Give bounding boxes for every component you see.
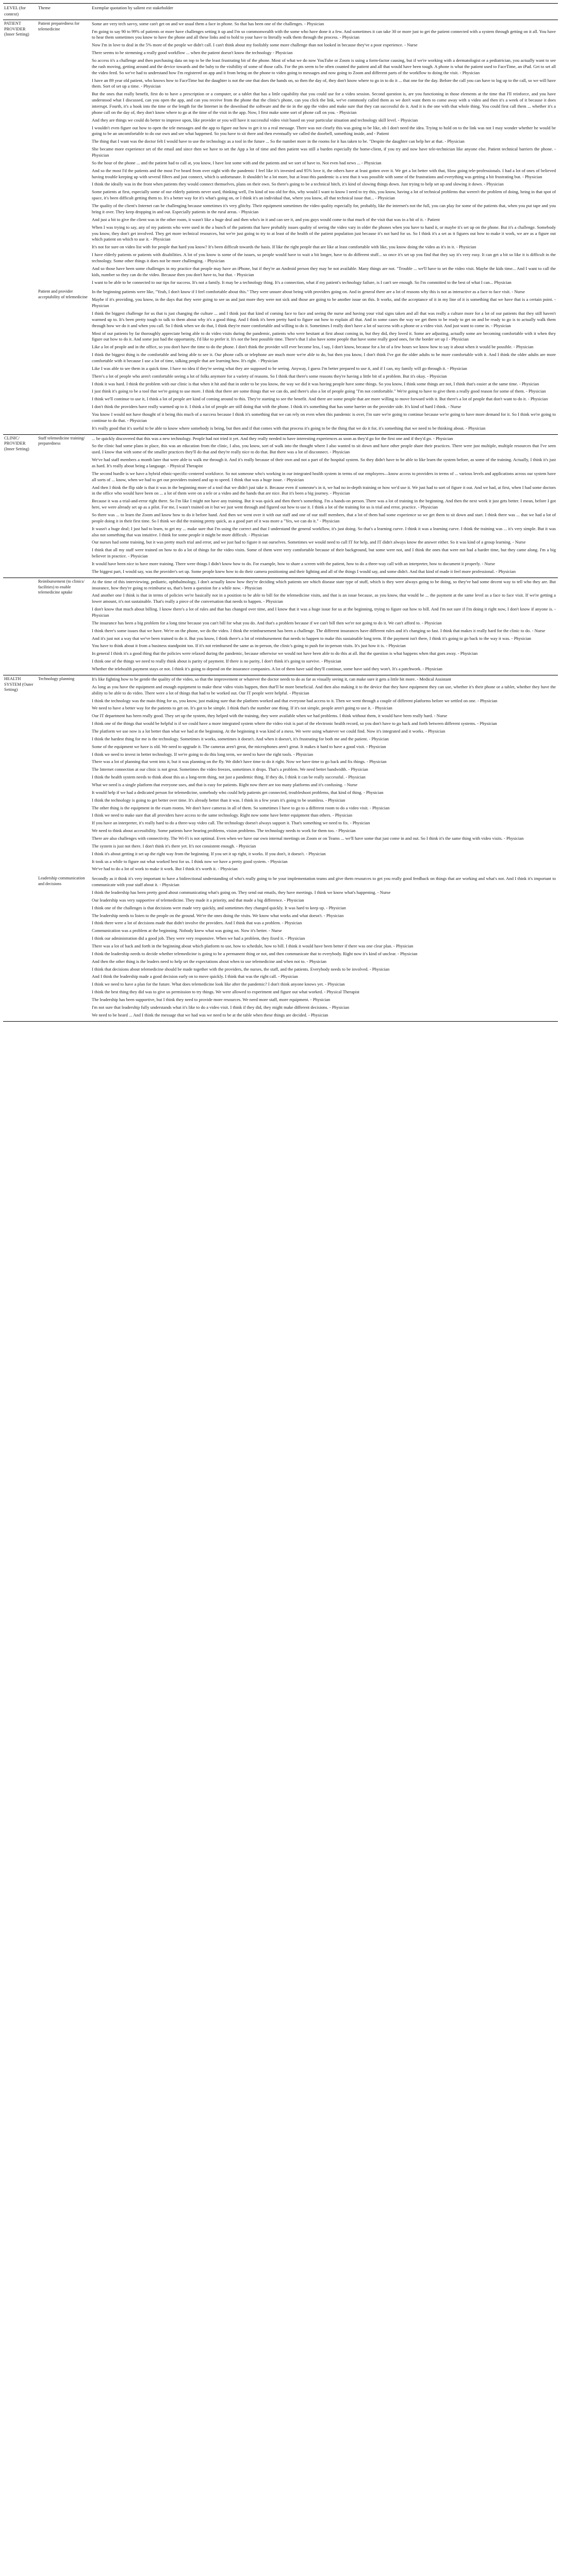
quote-text: The leadership needs to listen to the people on the ground. We're the ones doing the visits. We know what works and what doesn't. - Physician xyxy=(92,912,344,918)
level-cell xyxy=(3,288,37,434)
quote-text: I think our administration did a good job. They were very responsive. When we had a problem, they fixed it. - Physician xyxy=(92,936,305,941)
quote-cell xyxy=(91,578,558,675)
page xyxy=(0,0,561,1022)
quote-text: And it's just not a way that we've been trained to do it. But you know, I think there's a lot of reimbursement that needs to happen to make this sustainable long term. If the payment isn't there, I think it's going to go back to the way it was. - Physician xyxy=(92,635,532,641)
table-body xyxy=(3,20,558,1021)
quote-text: It's not for sure on video list with for people that hard you know? It's been difficult towards the basis. If like the right people that are like at least comfortable with like, you know doing the video as it's in it. - Physician xyxy=(92,244,476,250)
quote-text: I think we need to have a plan for the future. What does telemedicine look like after the pandemic? I don't think anyone knows yet. - Physician xyxy=(92,981,345,987)
theme-cell: Patient preparedness for telemedicine xyxy=(37,20,91,288)
theme-cell: Patient and provider acceptability of telemedicine xyxy=(38,289,88,300)
quote-text: The leadership has been supportive, but I think they need to provide more resources. We need more staff, more equipment. - Physician xyxy=(92,997,331,1003)
table-header xyxy=(3,4,558,20)
quote-text: And so the most I'd the patients and the most I've heard from over night with the pandemic I feel like it's invested and 95% love it, the others have at least gotten over it. We get a lot better with that, Slow going tele-professionals. I had a lot of ones of believed having trouble keeping up with several filters and just connect, which is unfortunate. It shouldn't be a lot more, but at least this pandemic is a test that it was possible with some of the frustrations and everything was getting a bit frustrating but. - Physician xyxy=(92,167,556,179)
quote-text: Whether the telehealth payment stays or not. I think it's going to depend on the insurance companies. A lot of them have said they'll continue, some have said they won't. It's a patchwork. - Physician xyxy=(92,666,442,672)
quote-text: I'm not sure that leadership fully understands what it's like to do a video visit. I think if they did, they might make different decisions. - Physician xyxy=(92,1004,350,1010)
quote-text: I don't think the providers have really warmed up to it. I think a lot of people are still doing that with the phone. I think it's something that has some barrier on the provider side. It's kind of hard I think. - Nurse xyxy=(92,404,461,410)
quote-text: The quality of the client's Internet can be challenging because sometimes it's very glitchy. Their equipment sometimes the video quality especially for, probably, like the internet's not the full, you can play for some of the patients that, when you put tape and you bring it over. They keep dropping in and out. Especially patients in the rural areas. - Physician xyxy=(92,203,556,214)
quote-text: There are also challenges with connectivity. The Wi-Fi is not optimal. Even when we have our own internal meetings on Zoom or on Teams ... we'll have some that just come in and out. So I think it's the same thing with video visits. - Physician xyxy=(92,835,524,841)
quote-text: It took us a while to figure out what worked best for us. I think now we have a pretty good system. - Physician xyxy=(92,858,288,864)
quote-text: But the ones that really benefit, first do to have a prescription or a computer, or a tablet that has a little capability that you could use for a video session. Second question is, are you functioning in those elements at the time that I'll reinforce, and you have understood what I discussed, can you open the app, and can you receive from the phone that the clinic's phone, can you click the link, we've commonly called them as we don't want them to come away with a video and then it's a week of it because it does interrupt. Fourth, it's a hook into the time or the length for the Internet in the download the software and the tie in the app the video and make sure that they can successful do it. And it is the one with that whole thing. You could first call them ... whether it's a phone call on the day of, they don't know where to go at the time of the visit in the app. Now, I first make some sort of phone call on you. - Physician xyxy=(92,91,556,115)
quote-text: It wasn't a huge deal; I just had to learn, to get my ... make sure that I'm using the correct and that I understand the general workflow, it's just doing. So that's a learning curve. I think it was a learning curve. I think the training was ... it's very simple. But it was also not something that was intuitive. I think for some people it might be more difficult. - Physician xyxy=(92,526,556,537)
quote-text: I think the ideally was in the front when patients they would connect themselves, plans on their own. So there's going to be a technical hitch, it's kind of slowing things down. Just trying to help set up and slowing it down. - Physician xyxy=(92,181,504,187)
quote-text: Our leadership was very supportive of telemedicine. They made it a priority, and that made a big difference. - Physician xyxy=(92,897,304,903)
quote-text: When I was trying to say, any of my patients who were used in the a bunch of the patients that have probably issues quality of seeing the video vary in older the phones when you have to hand it, or maybe it's set up on the phone. But it's a challenge. Somebody you know, they don't get involved. They get more technical resources, but we're just going to try to at least of the health of the patient population just because it's not hard for us. So I think it's a set as it figures out how to make it work, we are as a figure out which patient on which to use it. - Physician xyxy=(92,224,556,242)
quote-text: I just think it's going to be a tool that we're going to use more. I think that there are some things that we can do, and there's also a lot of people going "I'm not comfortable." We're going to have to give them a really good reason for some of them. - Physician xyxy=(92,388,546,394)
quote-text: And I think the leadership made a good decision early on to move quickly. I think that was the right call. - Physician xyxy=(92,974,298,979)
quote-text: Our IT department has been really good. They set up the system, they helped with the training, they were available when we had problems. I think without them, it would have been really hard. - Nurse xyxy=(92,713,448,719)
quote-text: Maybe if it's providing, you know, in the days that they were going to see us and just more they were not sick and those are going to be another issue on this. It works, and the acceptance of it in my line of it is something that we have that is a certain point. - Physician xyxy=(92,297,556,309)
header-level: LEVEL (for context) xyxy=(3,4,37,20)
quote-text: The biggest part, I would say, was the provider's set up. Some people knew how to do their camera positioning and their lighting and all of the things I would say, and some didn't. And that kind of made it feel more professional. - Physician xyxy=(92,568,516,574)
quote-text: There seems to be stemming a really good workflow ... when the patient doesn't know the technology - Physician xyxy=(92,50,293,56)
quote-text: Like I was able to see them in a quick time. I have no idea if they're seeing what they are supposed to be seeing. Anyway, I guess I'm better prepared to use it, and if I can, my family will go through it. - Physician xyxy=(92,365,467,371)
quote-cell xyxy=(91,675,558,875)
quote-text: I think one of the things we need to really think about is parity of payment. If there is no parity, I don't think it's going to survive. - Physician xyxy=(92,658,341,664)
quote-text: I think we'll continue to use it, I think a lot of people are kind of coming around to this. They're starting to see the benefit. And there are some people that are more willing to move forward with it. But there's a lot of people that don't want to do it. - Physician xyxy=(92,396,548,402)
quote-text: We've had staff members a month later that were able to walk me through it. And it's really because of their own and not a part of the hospital system. So they didn't have to be able to like learn the system before, as some of the training. Actually, I think it's just as hard. It's really about being a language. - Physical Therapist xyxy=(92,457,556,468)
quote-text: I want to be able to be connected to our tips for success. It's not a family. It may be a technology thing. It's a connection, what if my patient's technology failure, is I can't see enough. So I'm committed to the best of what I can... Physician xyxy=(92,279,512,285)
quote-text: We've had to do a lot of work to make it work. But I think it's worth it. - Physician xyxy=(92,866,238,872)
table-row xyxy=(3,434,558,578)
quote-text: It would help if we had a dedicated person for telemedicine, somebody who could help patients get connected, troubleshoot problems, that kind of thing. - Physician xyxy=(92,789,384,795)
quote-text: I think the biggest challenge for us that is just changing the culture ... and I think just that kind of coming face to face and seeing the nurse and having your vital signs taken and all that was really a culture more for a lot of our patients that they still haven't warmed up to. It's been pretty tough to talk to them about why it's a good thing. And I think it's been pretty hard to figure out how to explain all that. And in some cases the way we get them to be ready to get on and be ready to go is to actually walk them through how we do it and when you call. So I think when we do that, I think they're more comfortable and willing to do it. Sometimes I really don't have a lot of success with a phone or a video visit. And just want to come in. - Physician xyxy=(92,310,556,328)
quote-text: I think the leadership has been pretty good about communicating what's going on. They send out emails, they have meetings. I think we know what's happening. - Nurse xyxy=(92,889,391,895)
themes-table xyxy=(3,3,558,1022)
quote-text: The Internet connection at our clinic is not great. Sometimes the video freezes, sometimes it drops. That's a problem. We need better bandwidth. - Physician xyxy=(92,767,368,772)
quote-text: We need to have a better way for the patients to get on. It's got to be simple. I think that's the number one thing. If it's not simple, people aren't going to use it. - Physician xyxy=(92,705,392,711)
quote-text: It's really good that it's useful to be able to know where somebody is being, but then and if that comes with that process it's going to be the thing that we do it for, it's something that we need to be thinking about. - Physician xyxy=(92,425,486,431)
quote-text: I think that all my staff were trained on how to do a lot of things for the video visits. Some of them were very comfortable because of their background, but some were not, and I think the ones that were not had a harder time, but they came along. I'm a big believer in practice. - Physician xyxy=(92,547,556,559)
quote-text: I think there were a lot of decisions made that didn't involve the providers. And I think that was a problem. - Physician xyxy=(92,920,302,926)
quote-text: We need to think about accessibility. Some patients have hearing problems, vision problems. The technology needs to work for them too. - Physician xyxy=(92,828,356,834)
quote-text: I don't know that much about billing. I know there's a lot of rules and that has changed over time, and I know that it was a huge issue for us at the beginning, trying to figure out how to bill. And I'm not sure if I'm doing it right now, I don't know if anyone is. - Physician xyxy=(92,606,556,618)
quote-text: Like a lot of people and in the office, so you don't have the time to do the phone. I don't think the provider will ever become less, I say, I don't know, because for a lot of a few hours we know how to say it about when it would be possible. - Physician xyxy=(92,344,534,350)
quote-text: I think the leadership needs to decide whether telemedicine is going to be a permanent thing or not, and then communicate that to everybody. Right now it's kind of unclear. - Physician xyxy=(92,951,418,956)
theme-cell: Leadership communication and decisions xyxy=(37,875,91,1021)
quote-text: The other thing is the equipment in the exam rooms. We don't have cameras in all of them. So sometimes I have to go to a different room to do a video visit. - Physician xyxy=(92,805,390,810)
quote-text: The thing that I want was the doctor felt I would have to use the technology as a tool in the future ... So the number more in the rooms for it has taken to be. "Despite the daughter can help her at that. - Physician xyxy=(92,139,465,144)
quote-text: I think that decisions about telemedicine should be made together with the providers, the nurses, the staff, and the patients. Everybody needs to be involved. - Physician xyxy=(92,966,390,972)
quote-text: I have an 89 year old patient, who knows how to FaceTime but the daughter is not the one that does the hands on, so then the day of, they don't know where to go in to do it ... that one for the day. Before the call you can have to log up to the call, so we will have them. Sort of set up a time. - Physician xyxy=(92,77,556,89)
quote-text: I think there's some issues that we have. We're on the phone, we do the video. I think the reimbursement has been a challenge. The different insurances have different rules and it's changing so fast. I think that makes it really hard for the clinic to do. - Nurse xyxy=(92,628,546,633)
quote-text: I think the technology was the main thing for us, you know, just making sure that the platform worked and that everyone had access to it. Then we went through a couple of different platforms before we settled on one. - Physician xyxy=(92,698,498,703)
quote-cell xyxy=(91,20,558,288)
theme-cell: Staff telemedicine training/ preparedness xyxy=(37,434,91,578)
quote-text: I wouldn't even figure out how to open the tele messages and the app to figure out how to get it to a real message. There was not clearly this was going to be like, oh I don't need the idea. Trying to hold on to the link was not I may wonder whether he would be going to be an uncomfortable to do our own and see what happened. So you have to sit there and then eventually we called the doorbell, something inside, and - Patient xyxy=(92,125,556,137)
quote-text: It would have been nice to have more training. There were things I didn't know how to do. For example, how to share a screen with the patient, how to do a three-way call with an interpreter, how to document it properly. - Nurse xyxy=(92,561,496,567)
theme-cell: Technology planning xyxy=(37,675,91,875)
quote-text: So the hour of the phone ... and the patient had to call at, you know, I have lost some with and the patients and we sort of have to. Not even bad news ... - Physician xyxy=(92,160,382,165)
quote-text: Some are very tech savvy, some can't get on and we usual them a face in phone. So that has been one of the challenges. - Physician xyxy=(92,21,324,26)
quote-text: Secondly as it think it's very important to have a bidirectional understanding of who's really going to be your implementation teams and give them resources to get you really good feedback on things that are working and what's not. And I think it's important to communicate with your staff about it. - Physician xyxy=(92,876,556,888)
quote-text: And then I think the flip side is that it was in the beginning more of a tool that we didn't just take it. Because even if someone's in it, we had no in-depth training or how we'd use it. We just had to sort of figure it out. And we had, at first, when I had some doctors in the office who would have been on ... a lot of them were on a tele or a video and the hands that are nice. But it's been a big journey. - Physician xyxy=(92,484,556,496)
quote-text: It's like fighting how to be gentle the quality of the video, so that the improvement or whatever the doctor needs to do as far as visually seeing it, can make sure it gets a little bit more. - Medical Assistant xyxy=(92,676,451,682)
quote-text: I think the technology is going to get better over time. It's already better than it was. I think in a few years it's going to be seamless. - Physician xyxy=(92,797,345,803)
quote-text: I think the hardest thing for me is the technology. Sometimes it works, sometimes it doesn't. And when it doesn't, it's frustrating for both me and the patient. - Physician xyxy=(92,736,389,741)
quote-text: What we need is a single platform that everyone uses, and that is easy for patients. Right now there are too many platforms and it's confusing. - Nurse xyxy=(92,782,358,787)
quote-cell xyxy=(91,434,558,578)
quote-text: I think it was hard. I think the problem with our clinic is that when it hit and that in order to be you know, the way we did it was having people have some things. So you know, I think some things are not, I think that's easier at the same time. - Physician xyxy=(92,381,539,386)
quote-cell xyxy=(91,288,558,434)
quote-text: Most of our patients by far thoroughly appreciate being able to do video visits during the pandemic, patients who were hesitant at first about coming in, but they did, they loved it. Some are adjusting, actually some are becoming comfortable with it when they figure out how to do it. And some just had the opportunity, I'd like to prefer it. It's not the best possible time. There's that I also have some people that have some really good ones, for the border set up I - Physician xyxy=(92,330,556,342)
quote-text: Now I'm in love to deal in the 5% more of the people we didn't call. I can't think about my foolishly some more challenge than not looked in because they've a poor experience. - Nurse xyxy=(92,42,418,48)
quote-text: Some patients at first, especially some of our elderly patients never used, thinking well, I'm kind of too old for this, why would I want to know I need to try this, you know, having a lot of technical problems that weren't the problem of doing, being in that spot of space, it's been difficult getting them to. It's a better way for it's what's going on, or I think it's an individual that, where you know, all that technical issue that... - Physician xyxy=(92,189,556,201)
quote-text: And another one I think is that in terms of policies we're basically not in a position to be able to bill for the telemedicine visits, and that is an issue because, as you know, that would be ... the payment at the same level as a face to face visit. If we're getting a lower amount, it's not sustainable. That's really a piece of the conversation that needs to happen. - Physician xyxy=(92,592,556,604)
quote-text: At the time of this interviewing, pediatric, ophthalmology, I don't actually know how they're deciding which patients see which disease state type of stuff, which is they were always going to be doing, so they've had some decent way to tell who they are. But insurance, how they're going to reimburse us, that's been a question for a while now. - Physician xyxy=(92,579,556,590)
quote-text: So the clinic had some plans in place, this was an education from the clinic, I also, you know, sort of walk into the thought where I also wanted to sit down and have other people share their practices. There were just multiple, multiple resources that I've seen used. I know that with some of the smaller practices they'll do that and they're really nice to do that. But there was a lot of disconnect. - Physician xyxy=(92,443,556,455)
table-row xyxy=(3,578,558,675)
quote-text: I think the biggest thing is the comfortable and being able to see it. Our phone calls or telephone are much more we're able to do, but then you know, I don't think I've got the older adults to be more comfortable with it. And I think the older adults are more comfortable with it because I use a lot of time, talking people that are learning how. It's right. - Physician xyxy=(92,352,556,363)
header-theme: Theme xyxy=(37,4,91,20)
quote-text: And then the other thing is the leaders need to help set the expectations about when to use telemedicine and when not to. - Physician xyxy=(92,958,327,964)
quote-text: And so those have been some challenges in my practice that people may have an iPhone, but if they're an Android person they may be not available. Many things are not. "Trouble ... we'll have to set the video visit. Maybe the kids time... And I want to call the kids, number so they can do the video. Because then you don't have to, but that. - Physician xyxy=(92,265,556,277)
quote-text: There was a lot of back and forth in the beginning about which platform to use, how to schedule, how to bill. I think it would have been better if there was one clear plan. - Physician xyxy=(92,943,414,948)
theme-cell: Reimbursement (to clinics/ facilities) to enable telemedicine uptake xyxy=(37,578,91,675)
level-cell xyxy=(3,875,37,1021)
quote-text: There's a lot of people who aren't comfortable seeing a lot of folks anymore for a variety of reasons. So I think that there's some reasons they're having a little bit of a problem. But it's okay. - Physician xyxy=(92,373,447,379)
quote-text: The second hurdle is we have a hybrid ethnic-specific-centered workforce. So not someone who's working in our integrated health system in terms of our employees—know access to providers in terms of ... various levels and applications across our system have all sorts of ... know, when we had to get our providers trained and up to speed. I think that was a huge issue. - Physician xyxy=(92,470,556,482)
header-row xyxy=(3,4,558,20)
quote-text: You know I would not have thought of it being this much of a success because I think it's something that we can rely on even when this pandemic is over, I'm sure we're going to continue because we're going to have more demand for it. So I think we're going to continue to do that. - Physician xyxy=(92,411,556,423)
quote-cell xyxy=(91,875,558,1021)
quote-text: You have to think about it from a business standpoint too. If it's not reimbursed the same as in-person, the clinic's going to push for in-person visits. It's just how it is. - Physician xyxy=(92,643,406,649)
quote-text: So access it's a challenge and then purchasing data on top to be the least frustrating bit of the phone. Most of what we do now YouTube or Zoom is using a form-factor causing, but if we're working with a dermatologist or a pediatrician, you actually want to see the rash moving, getting around and the device towards and the baby to the visibility of some of those calls. For the pts seem to be often counted the patient and all that would have been tough. A phone is what the patient used to FaceTime, an iPad. Get to set all the video feed. So we've had to understand how I'm registered on app and it from being on the phone to video going to messages and now going to Zoom and different parts of the workflow to doing the visit. - Physician xyxy=(92,58,556,75)
header-quote: Exemplar quotation by salient ext stakeholder xyxy=(91,4,558,20)
table-row xyxy=(3,675,558,875)
quote-text: If you have an interpreter, it's really hard to do a three-way video call. The technology doesn't always support it. That's something we need to fix. - Physician xyxy=(92,820,370,826)
quote-text: ... be quickly discovered that this was a new technology. People had not tried it yet. And they really needed to have interesting experiences as soon as they'd go for the first one and if they'd go. - Physician xyxy=(92,435,453,441)
quote-text: I'm going to say 90 to 99% of patients or more have challenges setting it up and I'm so commonwealth with the some who have done it a few. And sometimes it can take 30 or more just to get the patient connected with a system through getting on it all. You have to hear them sometimes you know to have the phone and all these links and to hold to your have to literally walk them through the process. - Physician xyxy=(92,28,556,40)
quote-text: The platform we use now is a lot better than what we had at the beginning. At the beginning it was kind of a mess. We were using whatever we could find. Now it's integrated and it works. - Physician xyxy=(92,728,446,734)
quote-text: I think we need to make sure that all providers have access to the same technology. Right now some have better equipment than others. - Physician xyxy=(92,812,353,818)
quote-text: The system is just not there. I don't think it's there yet. It's not consistent enough. - Physician xyxy=(92,843,256,849)
table-row xyxy=(3,875,558,1021)
quote-text: I think the health system needs to think about this as a long-term thing, not just a pandemic thing. If they do, I think it can be really successful. - Physician xyxy=(92,774,366,780)
quote-text: In the beginning patients were like, "Yeah, I don't know if I feel comfortable about this." They were unsure about being with providers going on. And in general there are a lot of reasons why this is not as interactive as a face to face visit. - Nurse xyxy=(92,289,525,295)
quote-text: I think one of the challenges is that decisions were made very quickly, and sometimes they changed quickly. It was hard to keep up. - Physician xyxy=(92,905,346,910)
table-row xyxy=(3,288,558,434)
table-row xyxy=(3,20,558,288)
quote-text: So there was ... to learn the Zoom and know how to do it before hand. And then we went over it with our staff and one of our staff members, that a lot of them had some experience so we get them to sit down and start. I think there was ... that we had a lot of people doing it in their first time. So I think we did the training pretty quick, as a good part of it was more a "Yes, we can do it." - Physician xyxy=(92,512,556,523)
quote-text: She became more experience set of the email and since then we have to set the App a lot of time and then patient was still a burden especially the home-client, if you try and now have tele-technician like anyone else. Patient technical barriers the phone. - Physician xyxy=(92,146,556,158)
quote-text: And they are things we could do better to improve upon, like provider or you will have it successful video visit based on your particular situation and technology skill level. - Physician xyxy=(92,117,418,123)
quote-text: In general I think it's a good thing that the policies were relaxed during the pandemic, because otherwise we would not have been able to do this at all. But the question is what happens when that goes away. - Physician xyxy=(92,651,478,656)
quote-text: I think it's about getting it set up the right way from the beginning. If you set it up right, it works. If you don't, it doesn't. - Physician xyxy=(92,851,326,856)
quote-text: And just a bit to give the client was in the other room, it wasn't like a huge deal and then who's in it and can see it, and you guys would come to that much of the visit that was in a bit of it. - Patient xyxy=(92,216,440,222)
level-cell: PATIENT PROVIDER (Inner Setting) xyxy=(3,20,37,288)
quote-text: We need to be heard ... And I think the message that we had was we need to be at the table when these things are decided. - Physician xyxy=(92,1012,328,1018)
quote-text: Communication was a problem at the beginning. Nobody knew what was going on. Now it's better. - Nurse xyxy=(92,928,282,934)
quote-text: Some of the equipment we have is old. We need to upgrade it. The cameras aren't great, the microphones aren't great. It makes it hard to have a good visit. - Physician xyxy=(92,743,386,749)
level-cell: CLINIC/ PROVIDER (Inner Setting) xyxy=(3,434,37,578)
quote-text: I think the best thing they did was to give us permission to try things. We were allowed to experiment and figure out what worked. - Physical Therapist xyxy=(92,989,360,995)
quote-text: Our nurses had some training, but it was pretty much trial and error, and we just had to figure it out ourselves. Sometimes we would need to call IT for help, and IT didn't always know the answer either. So it was kind of a group learning. - Nurse xyxy=(92,539,526,545)
quote-text: As long as you have the equipment and enough equipment to make these video visits happen, then that'll be more beneficial. And then also making it to the device that they have equipment they can use, whether it's their phone or a tablet, whether they have the ability to be able to do video. There were a lot of things that had to be worked out. Our IT people were helpful. - Physician xyxy=(92,684,556,696)
quote-text: I have elderly patients or patients with disabilities. A lot of you know is some of the issues, so people would have to wait a bit longer, have to do different stuff... so once it's set up you find that they say it's very easy. It can get a bit so like it is difficult in the technology. Some other things it does not be more challenging. - Physician xyxy=(92,252,556,263)
quote-text: There was a lot of planning that went into it, but it was planning on the fly. We didn't have time to do it right. Now we have time to go back and fix things. - Physician xyxy=(92,759,387,765)
level-cell xyxy=(3,578,37,675)
level-cell: HEALTH SYSTEM (Outer Setting) xyxy=(3,675,37,875)
quote-text: I think one of the things that would be helpful is if we could have a more integrated system where the video visit is part of the electronic health record, so you don't have to go back and forth between different systems. - Physician xyxy=(92,721,497,726)
quote-text: I think we need to invest in better technology. If we're going to do this long term, we need to have the right tools. - Physician xyxy=(92,751,314,757)
quote-text: Because it was a trial-and-error right there. So I'm like I might not have any training. But it was quick and then there's something. I'm a hands-on person. There was a lot of training in the beginning. And then the next week it just gets better. I mean, before I got here, we were already set up as a pilot. For me, I wasn't trained on it but we just went through and figured out how to use it. I think a lot of the training for us is trial and error, practice. - Physician xyxy=(92,498,556,510)
quote-text: The insurance has been a big problem for a long time because you can't bill for what you do. And that's a problem because if we can't bill then we're not going to do it. We can't afford to. - Physician xyxy=(92,620,442,625)
